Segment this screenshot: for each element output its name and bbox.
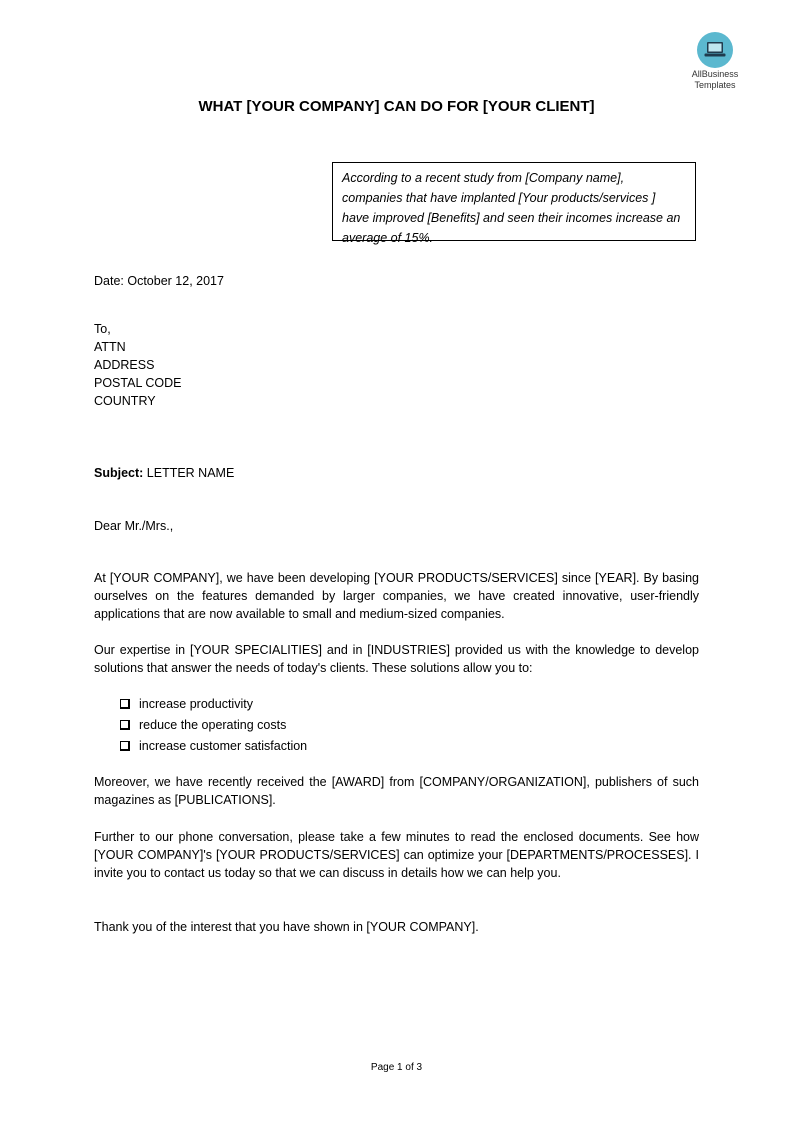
checkbox-icon [120,741,130,751]
checklist-item-label: increase customer satisfaction [139,738,308,753]
logo-text-line2: Templates [694,80,736,90]
paragraph-followup: Further to our phone conversation, please take a few minutes to read the enclosed documents. See how [YOUR COMPANY]'s [YOUR PRODUCTS/SERVICES] can optimize your [DEPARTMENTS/PROCESSES]. I invite you to contact us today so that we can discuss in details how we can help you. [94,830,699,880]
logo-text-line1: AllBusiness [691,69,739,79]
checklist-item [120,693,307,714]
checklist-item-label: increase productivity [139,696,253,711]
checklist-item [120,714,307,735]
letter-date: Date: October 12, 2017 [94,274,224,288]
benefits-checklist [120,693,307,756]
address-line-country: COUNTRY [94,394,156,408]
paragraph-expertise: Our expertise in [YOUR SPECIALITIES] and in [INDUSTRIES] provided us with the knowledge to develop solutions that answer the needs of today's clients. These solutions allow you to: [94,643,699,675]
address-line-postal-code: POSTAL CODE [94,376,182,390]
quote-box: According to a recent study from [Company name], companies that have implanted [Your products/services ] have improved [Benefits] and seen their incomes increase an average of 15%. [332,162,696,241]
logo-badge [697,32,733,68]
checkbox-icon [120,720,130,730]
document-title: WHAT [YOUR COMPANY] CAN DO FOR [YOUR CLIENT] [198,98,595,115]
greeting: Dear Mr./Mrs., [94,519,174,533]
page-number: Page 1 of 3 [370,1062,423,1073]
subject-label: Subject: [94,466,144,480]
subject-value: LETTER NAME [143,466,235,480]
company-logo [684,32,746,90]
checklist-item-label: reduce the operating costs [139,717,287,732]
paragraph-award: Moreover, we have recently received the [AWARD] from [COMPANY/ORGANIZATION], publishers of such magazines as [PUBLICATIONS]. [94,775,699,807]
subject-line [94,464,234,482]
address-line-attn: ATTN [94,340,126,354]
laptop-icon [704,41,726,58]
recipient-address [94,320,182,410]
checkbox-icon [120,699,130,709]
paragraph-intro: At [YOUR COMPANY], we have been developing [YOUR PRODUCTS/SERVICES] since [YEAR]. By basing ourselves on the features demanded by larger companies, we have created innovative, user-friendly applications that are now available to small and medium-sized companies. [94,571,699,621]
address-line-to: To, [94,322,111,336]
paragraph-closing: Thank you of the interest that you have shown in [YOUR COMPANY]. [94,920,479,934]
checklist-item [120,735,307,756]
address-line-address: ADDRESS [94,358,155,372]
